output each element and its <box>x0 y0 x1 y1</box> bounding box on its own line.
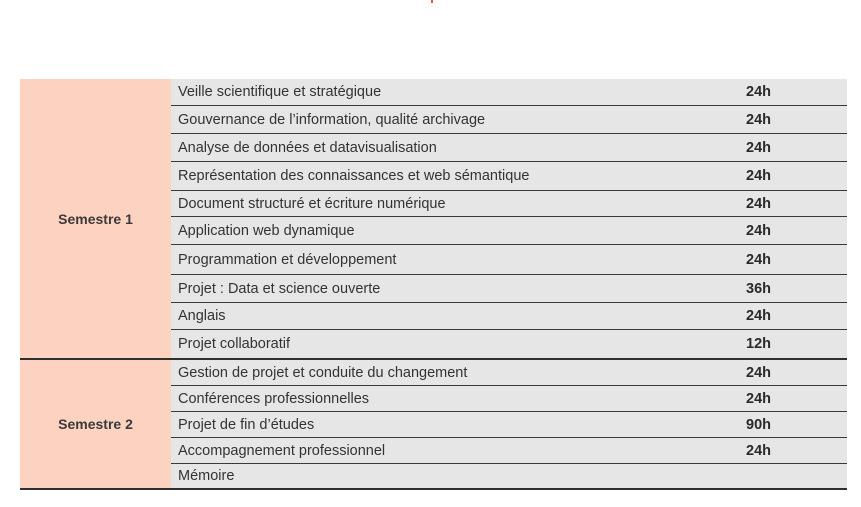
course-name: Gestion de projet et conduite du changement <box>178 364 468 381</box>
course-name: Projet de fin d’études <box>178 416 315 433</box>
course-hours: 12h <box>746 336 771 352</box>
curriculum-table <box>20 79 847 490</box>
course-name: Conférences professionnelles <box>178 390 370 407</box>
course-hours: 24h <box>746 222 771 239</box>
course-hours: 36h <box>746 280 771 297</box>
course-row <box>171 245 847 275</box>
semester-label: Semestre 1 <box>20 79 171 358</box>
course-name: Analyse de données et datavisualisation <box>178 139 437 156</box>
course-row <box>171 191 847 217</box>
course-row <box>171 360 847 386</box>
course-hours: 24h <box>746 442 771 459</box>
course-row <box>171 386 847 412</box>
course-name: Représentation des connaissances et web sémantique <box>178 168 530 184</box>
course-row <box>171 162 847 191</box>
course-row <box>171 464 847 488</box>
course-list <box>171 79 847 358</box>
course-hours: 24h <box>746 195 771 212</box>
semester-1-block <box>20 79 847 360</box>
course-name: Document structuré et écriture numérique <box>178 195 446 212</box>
semester-2-block <box>20 360 847 490</box>
course-name: Application web dynamique <box>178 222 355 239</box>
course-hours: 24h <box>746 84 771 100</box>
course-row <box>171 79 847 106</box>
course-list <box>171 360 847 488</box>
course-hours: 24h <box>746 168 771 184</box>
course-row <box>171 217 847 245</box>
course-hours: 24h <box>746 251 771 268</box>
course-row <box>171 134 847 162</box>
course-name: Projet : Data et science ouverte <box>178 280 381 297</box>
course-name: Accompagnement professionnel <box>178 442 386 459</box>
course-row <box>171 412 847 438</box>
course-hours: 24h <box>746 364 771 381</box>
course-hours: 24h <box>746 139 771 156</box>
top-accent-mark <box>431 0 433 3</box>
course-hours: 24h <box>746 111 771 128</box>
course-name: Mémoire <box>178 468 235 484</box>
course-row <box>171 106 847 134</box>
course-name: Anglais <box>178 308 226 324</box>
course-hours: 24h <box>746 390 771 407</box>
course-name: Projet collaboratif <box>178 336 291 352</box>
course-row <box>171 438 847 464</box>
course-hours: 24h <box>746 308 771 324</box>
course-row <box>171 275 847 303</box>
course-name: Veille scientifique et stratégique <box>178 84 382 100</box>
course-name: Gouvernance de l’information, qualité archivage <box>178 111 486 128</box>
course-hours: 90h <box>746 416 771 433</box>
course-row <box>171 303 847 330</box>
semester-label: Semestre 2 <box>20 360 171 488</box>
course-row <box>171 330 847 358</box>
course-name: Programmation et développement <box>178 251 397 268</box>
